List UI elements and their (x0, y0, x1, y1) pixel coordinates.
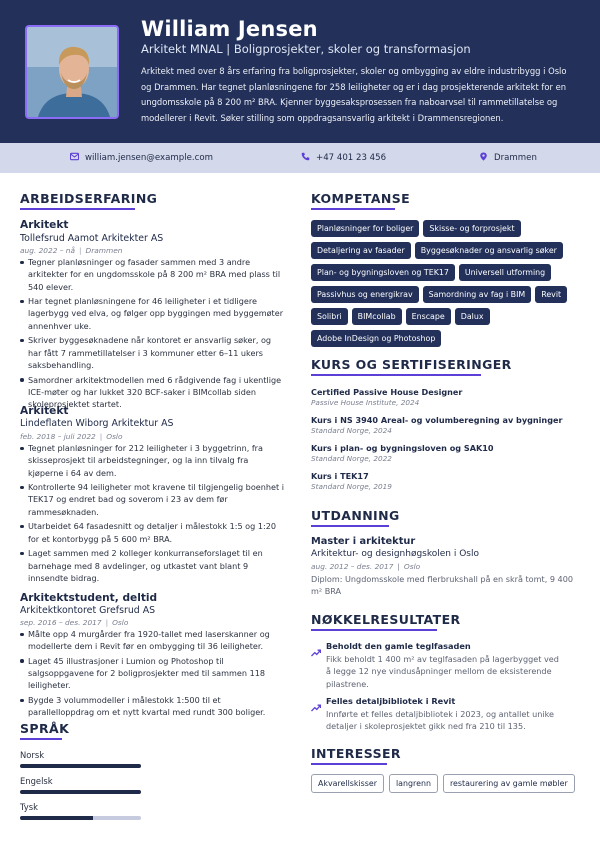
skills-heading: KOMPETANSE (311, 191, 411, 206)
achievement-text: Innførte et felles detaljbibliotek i 2023, og antallet unike detaljer i skoleprosjektet gikk ned fra 210 til 135. (326, 709, 555, 732)
contact-location (479, 152, 537, 164)
interest-tag: restaurering av gamle møbler (443, 774, 575, 793)
skill-tag: Passivhus og energikrav (311, 286, 419, 303)
education-dates: aug. 2012 – des. 2017 (311, 562, 394, 571)
achievements-heading: NØKKELRESULTATER (311, 612, 461, 627)
contact-phone[interactable] (301, 152, 386, 164)
skill-tag: Universell utforming (459, 264, 551, 281)
contact-email[interactable] (70, 152, 213, 164)
language-level-fill (20, 764, 141, 768)
achievements-rule (311, 629, 437, 631)
skill-tag: Revit (535, 286, 567, 303)
education-heading: UTDANNING (311, 508, 400, 523)
list-item: Skriver byggesøknadene når kontoret er ansvarlig søker, og har fått 7 rammetillatelser i 3 kommuner etter 6–11 ukers saksbehandling. (20, 334, 286, 371)
job-title: Arkitekt (20, 219, 69, 231)
languages-rule (20, 738, 62, 740)
skill-tag: Detaljering av fasader (311, 242, 411, 259)
candidate-name: William Jensen (141, 17, 318, 41)
languages-heading: SPRÅK (20, 721, 70, 736)
profile-photo (25, 25, 119, 119)
course-issuer: Standard Norge, 2019 (311, 482, 392, 491)
education-degree: Master i arkitektur (311, 536, 416, 547)
list-item: Samordner arkitektmodellen med 6 rådgivende fag i ukentlige ICE-møter og har lukket 320 BCF-saker i BIMcollab siden skoleprosjektet startet. (20, 374, 286, 411)
course-issuer: Standard Norge, 2022 (311, 454, 392, 463)
location-text: Drammen (494, 153, 537, 163)
education-meta: aug. 2012 – des. 2017 | Oslo (311, 562, 421, 571)
candidate-tagline: Arkitekt MNAL | Boligprosjekter, skoler og transformasjon (141, 42, 471, 56)
skill-tag: Adobe InDesign og Photoshop (311, 330, 441, 347)
trend-up-icon (311, 697, 321, 705)
achievement-title: Felles detaljbibliotek i Revit (326, 696, 456, 706)
language-name: Tysk (20, 802, 38, 812)
header (0, 0, 600, 143)
education-school: Arkitektur- og designhøgskolen i Oslo (311, 549, 480, 559)
course-title: Kurs i plan- og bygningsloven og SAK10 (311, 443, 494, 453)
list-item: Laget 45 illustrasjoner i Lumion og Photoshop til salgsoppgavene for 2 boligprosjekter med til sammen 118 leiligheter. (20, 655, 286, 692)
contact-bar (0, 143, 600, 173)
skill-tag: Plan- og bygningsloven og TEK17 (311, 264, 455, 281)
skill-tag: Skisse- og forprosjekt (423, 220, 520, 237)
achievement-title: Beholdt den gamle teglfasaden (326, 641, 471, 651)
interest-tag: Akvarellskisser (311, 774, 384, 793)
course-issuer: Standard Norge, 2024 (311, 426, 392, 435)
skill-tag: Solibri (311, 308, 348, 325)
job-meta: feb. 2018 – juli 2022 | Oslo (20, 432, 123, 441)
job-dates: aug. 2022 – nå (20, 246, 76, 255)
job-bullets (20, 442, 286, 586)
experience-rule (20, 208, 135, 210)
language-level-fill (20, 816, 93, 820)
interests-list (311, 774, 575, 793)
email-text: william.jensen@example.com (85, 153, 213, 163)
skill-tag: BIMcollab (352, 308, 402, 325)
achievement-text: Fikk beholdt 1 400 m² av teglfasaden på lagerbygget ved å legge 12 nye vindusåpninger mellom de eksisterende pilastrene. (326, 654, 559, 689)
language-name: Norsk (20, 750, 45, 760)
list-item: Målte opp 4 murgårder fra 1920-tallet med laserskanner og modellerte dem i Revit før en ombygging til 36 leiligheter. (20, 628, 286, 653)
interests-rule (311, 763, 387, 765)
trend-up-icon (311, 642, 321, 650)
course-issuer: Passive House Institute, 2024 (311, 398, 420, 407)
skill-tag: Dalux (455, 308, 490, 325)
mail-icon (70, 152, 79, 164)
profile-summary: Arkitekt med over 8 års erfaring fra boligprosjekter, skoler og ombygging av eldre industribygg i Oslo og Drammen. Har tegnet planløsningene for 258 leiligheter og er i dag prosjekterende arkitekt for en ungdomsskole på 8 200 m² BRA. Kjenner byggesaksprosessen fra naboarvsel til rammetillatelse og modellerer i Revit. Søker stilling som oppdragsansvarlig arkitekt i Drammensregionen. (141, 66, 567, 123)
job-dates: feb. 2018 – juli 2022 (20, 432, 96, 441)
job-bullets (20, 628, 286, 721)
education-location: Oslo (403, 562, 421, 571)
interest-tag: langrenn (389, 774, 438, 793)
job-company: Lindeflaten Wiborg Arkitektur AS (20, 418, 174, 429)
job-location: Oslo (112, 618, 129, 627)
job-company: Tollefsrud Aamot Arkitekter AS (20, 233, 164, 244)
list-item: Har tegnet planløsningene for 46 leiligheter i et tidligere lagerbygg ved elva, og følger opp byggingen med byggemøter annenhver uke. (20, 295, 286, 332)
language-level-bar (20, 816, 141, 820)
language-level-bar (20, 764, 141, 768)
list-item: Tegner planløsninger og fasader sammen med 3 andre arkitekter for en ungdomsskole på 8 200 m² BRA med plass til 540 elever. (20, 256, 286, 293)
list-item: Kontrollerte 94 leiligheter mot kravene til tilgjengelig boenhet i TEK17 og endret bad og soverom i 23 av dem før rammesøknaden. (20, 481, 286, 518)
job-dates: sep. 2016 – des. 2017 (20, 618, 102, 627)
skill-tag: Planløsninger for boliger (311, 220, 419, 237)
interests-heading: INTERESSER (311, 746, 401, 761)
language-name: Engelsk (20, 776, 53, 786)
job-company: Arkitektkontoret Grefsrud AS (20, 605, 156, 616)
phone-icon (301, 152, 310, 164)
courses-heading: KURS OG SERTIFISERINGER (311, 357, 512, 372)
course-title: Kurs i NS 3940 Areal- og volumberegning av bygninger (311, 415, 563, 425)
job-title: Arkitekt (20, 405, 69, 417)
phone-text: +47 401 23 456 (316, 153, 387, 163)
skills-tags (311, 220, 576, 347)
job-meta: aug. 2022 – nå | Drammen (20, 246, 123, 255)
skills-rule (311, 208, 395, 210)
language-level-bar (20, 790, 141, 794)
list-item: Laget sammen med 2 kolleger konkurranseforslaget til en barnehage med 8 avdelinger, og utkastet vant blant 9 innsendte bidrag. (20, 547, 286, 584)
courses-rule (311, 374, 481, 376)
education-rule (311, 525, 389, 527)
location-pin-icon (479, 152, 488, 164)
job-location: Drammen (85, 246, 123, 255)
job-title: Arkitektstudent, deltid (20, 592, 158, 604)
course-title: Certified Passive House Designer (311, 387, 463, 397)
skill-tag: Samordning av fag i BIM (423, 286, 532, 303)
job-location: Oslo (106, 432, 123, 441)
list-item: Bygde 3 volummodeller i målestokk 1:500 til et parallelloppdrag om et nytt kvartal med rundt 300 boliger. (20, 694, 286, 719)
language-level-fill (20, 790, 141, 794)
list-item: Utarbeidet 64 fasadesnitt og detaljer i målestokk 1:5 og 1:20 for et kontorbygg på 5 600 m² BRA. (20, 520, 286, 545)
skill-tag: Byggesøknader og ansvarlig søker (415, 242, 563, 259)
job-bullets (20, 256, 286, 413)
skill-tag: Enscape (406, 308, 451, 325)
experience-heading: ARBEIDSERFARING (20, 191, 158, 206)
list-item: Tegnet planløsninger for 212 leiligheter i 3 byggetrinn, fra skisseprosjekt til arbeidstegninger, og la inn tilvalg fra kjøperne i 64 av dem. (20, 442, 286, 479)
job-meta: sep. 2016 – des. 2017 | Oslo (20, 618, 129, 627)
education-description: Diplom: Ungdomsskole med flerbrukshall på en skrå tomt, 9 400 m² BRA (311, 574, 574, 597)
course-title: Kurs i TEK17 (311, 471, 369, 481)
